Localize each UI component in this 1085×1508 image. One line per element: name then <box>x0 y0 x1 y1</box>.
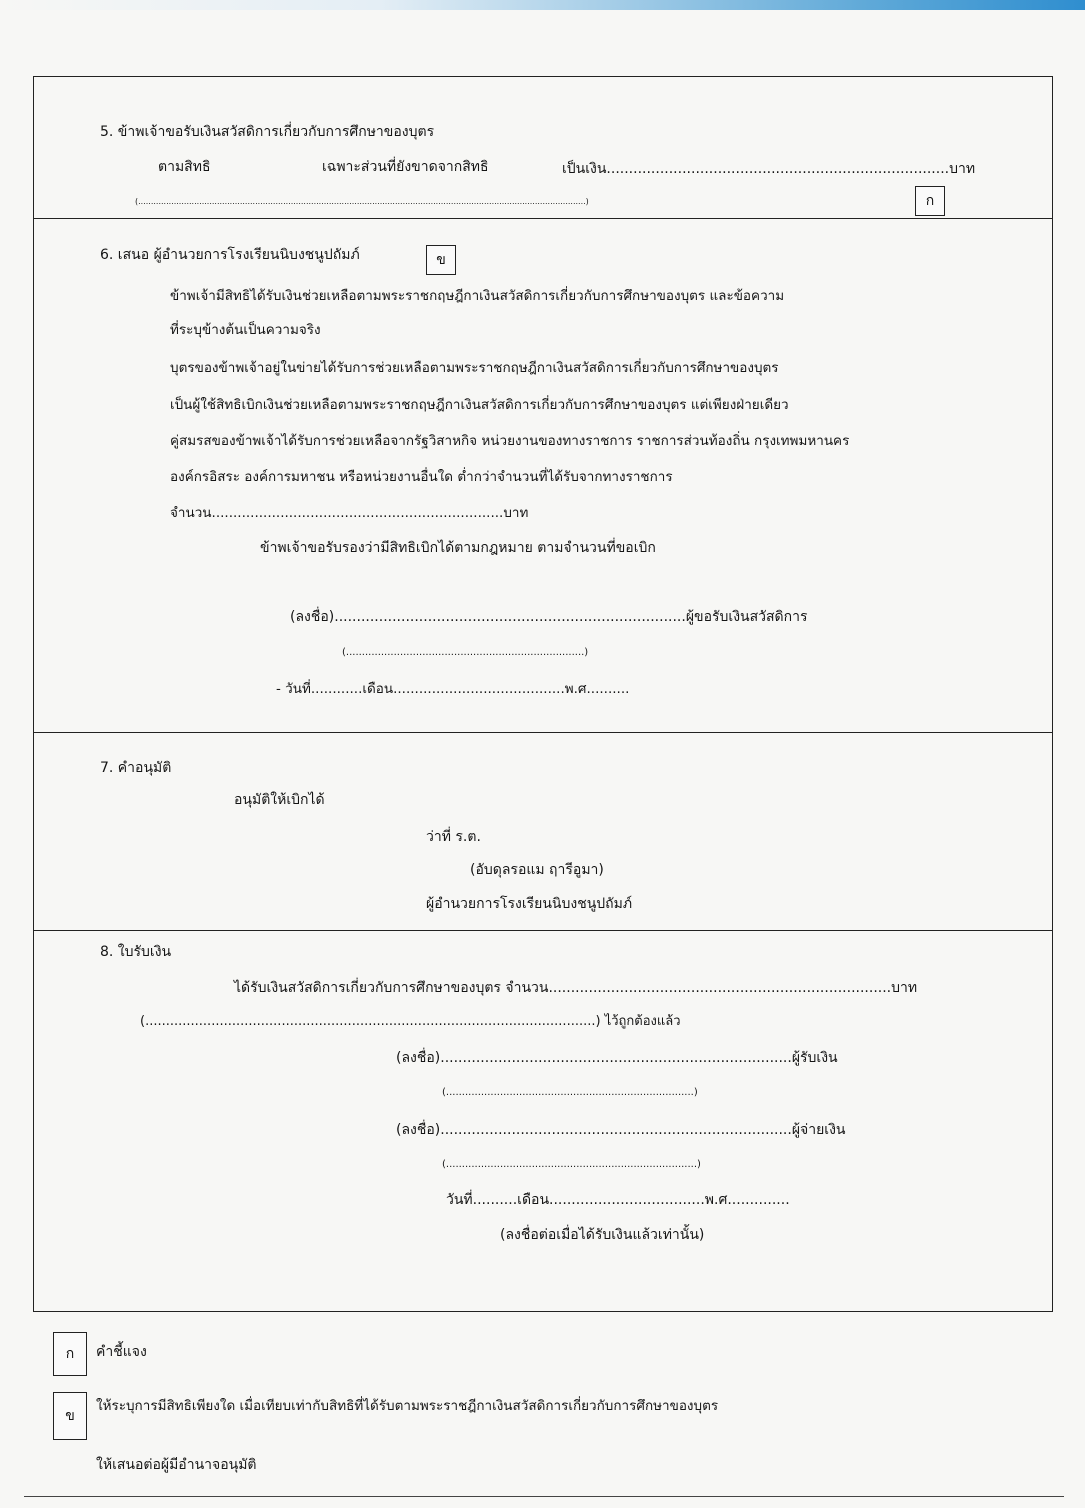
claim-amount-line: จำนวน....................................................................บาท <box>170 505 529 521</box>
claim-line-6: องค์กรอิสระ องค์การมหาชน หรือหน่วยงานอื่นใด ต่ำกว่าจำนวนที่ได้รับจากทางราชการ <box>170 469 673 485</box>
scan-edge-strip <box>0 0 1085 10</box>
receipt-date-line: วันที่..........เดือน...................................พ.ศ.............. <box>446 1192 790 1208</box>
option-full-right: ตามสิทธิ <box>158 159 211 175</box>
claim-line-4: เป็นผู้ใช้สิทธิเบิกเงินช่วยเหลือตามพระราชกฤษฎีกาเงินสวัสดิการเกี่ยวกับการศึกษาของบุตร แต่เพียงฝ่ายเดียว <box>170 397 789 413</box>
section-7-title: 7. คำอนุมัติ <box>100 760 172 776</box>
claim-line-2: ที่ระบุข้างต้นเป็นความจริง <box>170 322 321 338</box>
applicant-name-line: (...........................................................................) <box>342 647 589 658</box>
divider-6-7 <box>34 732 1052 733</box>
section-8-title: 8. ใบรับเงิน <box>100 944 172 960</box>
receiver-signature-line: (ลงชื่อ)...............................................................................ผู้รับเงิน <box>396 1050 838 1066</box>
approver-name: (อับดุลรอแม ฤารีอูมา) <box>470 862 604 878</box>
applicant-signature-line: (ลงชื่อ)...............................................................................ผู้ขอรับเงินสวัสดิการ <box>290 609 808 625</box>
payer-signature-line: (ลงชื่อ)...............................................................................ผู้จ่ายเงิน <box>396 1122 846 1138</box>
divider-7-8 <box>34 930 1052 931</box>
claim-line-1: ข้าพเจ้ามีสิทธิได้รับเงินช่วยเหลือตามพระราชกฤษฎีกาเงินสวัสดิการเกี่ยวกับการศึกษาของบุตร และข้อความ <box>170 288 785 304</box>
payer-name-line: (...............................................................................) <box>442 1159 701 1170</box>
bottom-rule <box>24 1496 1064 1497</box>
marker-box-b: ข <box>426 245 456 275</box>
footnote-box-b: ข <box>53 1392 87 1440</box>
marker-box-a: ก <box>915 186 945 216</box>
footnote-a-text: คำชี้แจง <box>96 1344 147 1360</box>
approver-rank: ว่าที่ ร.ต. <box>426 829 481 845</box>
certify-statement: ข้าพเจ้าขอรับรองว่ามีสิทธิเบิกได้ตามกฎหมาย ตามจำนวนที่ขอเบิก <box>260 540 656 556</box>
section-6-title: 6. เสนอ ผู้อำนวยการโรงเรียนนิบงชนูปถัมภ์ <box>100 247 360 263</box>
received-amount-line: ได้รับเงินสวัสดิการเกี่ยวกับการศึกษาของบุตร จำนวน.............................................................................บาท <box>234 980 918 996</box>
approval-text: อนุมัติให้เบิกได้ <box>234 792 325 808</box>
receipt-note: (ลงชื่อต่อเมื่อได้รับเงินแล้วเท่านั้น) <box>500 1227 705 1243</box>
claim-line-3: บุตรของข้าพเจ้าอยู่ในข่ายได้รับการช่วยเหลือตามพระราชกฤษฎีกาเงินสวัสดิการเกี่ยวกับการศึกษาของบุตร <box>170 360 779 376</box>
footnote-final-text: ให้เสนอต่อผู้มีอำนาจอนุมัติ <box>96 1457 257 1473</box>
receiver-name-line: (..............................................................................) <box>442 1087 698 1098</box>
section-5-title: 5. ข้าพเจ้าขอรับเงินสวัสดิการเกี่ยวกับการศึกษาของบุตร <box>100 124 435 140</box>
divider-5-6 <box>34 218 1052 219</box>
applicant-date-line: - วันที่............เดือน........................................พ.ศ.......... <box>276 681 630 697</box>
option-partial-right: เฉพาะส่วนที่ยังขาดจากสิทธิ <box>322 159 489 175</box>
approver-position: ผู้อำนวยการโรงเรียนนิบงชนูปถัมภ์ <box>426 896 633 912</box>
amount-line: เป็นเงิน.............................................................................บาท <box>562 161 976 177</box>
claim-line-5: คู่สมรสของข้าพเจ้าได้รับการช่วยเหลือจากรัฐวิสาหกิจ หน่วยงานของทางราชการ ราชการส่วนท้องถิ่น กรุงเทพมหานคร <box>170 433 850 449</box>
amount-words-line: (................................................................................................................................................................................) <box>135 197 589 206</box>
footnote-b-text: ให้ระบุการมีสิทธิเพียงใด เมื่อเทียบเท่ากับสิทธิที่ได้รับตามพระราชฎีกาเงินสวัสดิการเกี่ยวกับการศึกษาของบุตร <box>96 1398 719 1414</box>
footnote-box-a: ก <box>53 1332 87 1376</box>
received-words-line: (.............................................................................................................) ไว้ถูกต้องแล้ว <box>140 1014 681 1029</box>
